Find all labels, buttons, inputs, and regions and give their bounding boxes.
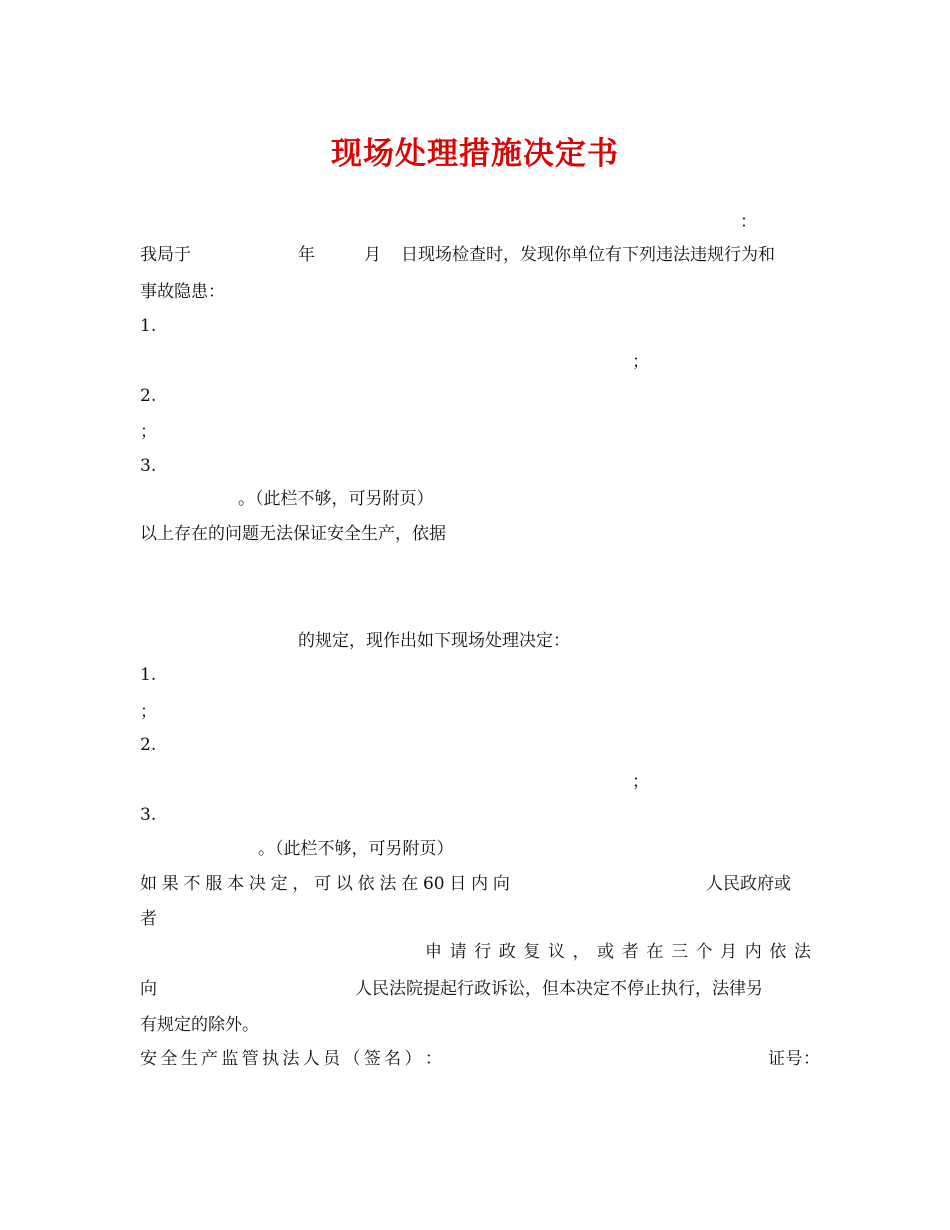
intro-prefix: 我局于 xyxy=(140,245,191,265)
appeal-line-1a: 如 果 不 服 本 决 定 ， 可 以 依 法 在 60 日 内 向 xyxy=(140,874,510,894)
officer-signature-label: 安 全 生 产 监 管 执 法 人 员 （ 签 名 ） ： xyxy=(140,1049,442,1069)
violation-item-2: 2. xyxy=(140,386,157,406)
appeal-line-1b: 人民政府或 xyxy=(706,874,791,894)
decision-item-3-end: 。（此栏不够，可另附页） xyxy=(258,839,454,859)
decision-item-2-end: ； xyxy=(632,772,649,792)
appeal-line-4b: 人民法院提起行政诉讼，但本决定不停止执行，法律另 xyxy=(355,979,763,999)
basis-line-2: 的规定，现作出如下现场处理决定： xyxy=(298,631,570,651)
intro-cont: 事故隐患： xyxy=(140,282,225,302)
decision-item-3: 3. xyxy=(140,805,157,825)
violation-item-2-end: ； xyxy=(140,422,157,442)
appeal-line-4a: 向 xyxy=(140,979,157,999)
appeal-line-5: 有规定的除外。 xyxy=(140,1015,259,1035)
violation-item-1-end: ； xyxy=(632,352,649,372)
violation-item-1: 1. xyxy=(140,316,157,336)
intro-month: 月 xyxy=(364,245,381,265)
decision-item-1-end: ； xyxy=(140,702,157,722)
basis-line-1: 以上存在的问题无法保证安全生产，依据 xyxy=(140,524,446,544)
violation-item-3-end: 。（此栏不够，可另附页） xyxy=(238,489,434,509)
appeal-line-3: 申 请 行 政 复 议 ， 或 者 在 三 个 月 内 依 法 xyxy=(425,942,811,962)
decision-item-2: 2. xyxy=(140,735,157,755)
appeal-line-2: 者 xyxy=(140,909,157,929)
document-title: 现场处理措施决定书 xyxy=(331,136,619,172)
intro-rest: 日现场检查时，发现你单位有下列违法违规行为和 xyxy=(401,245,775,265)
violation-item-3: 3. xyxy=(140,456,157,476)
certificate-number-label: 证 号 ： xyxy=(768,1049,820,1069)
intro-year: 年 xyxy=(298,245,315,265)
addressee-colon: ： xyxy=(740,212,757,232)
decision-item-1: 1. xyxy=(140,665,157,685)
